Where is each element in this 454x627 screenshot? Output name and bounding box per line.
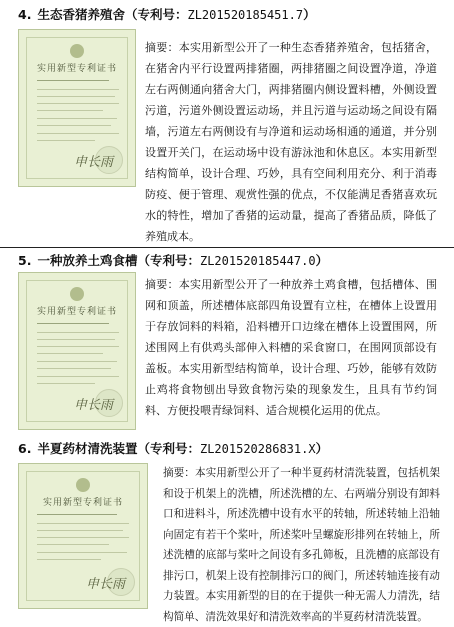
section-index: 6. (18, 441, 32, 456)
patent-number: ZL201520185451.7 (187, 8, 304, 22)
section-title: 半夏药材清洗装置 (37, 441, 138, 456)
certificate-title: 实用新型专利证书 (36, 307, 117, 317)
signature: 申长雨 (85, 577, 125, 592)
patent-close: ） (315, 253, 329, 268)
section-4-heading (18, 6, 316, 24)
section-5-abstract: 摘要：本实用新型公开了一种放养土鸡食槽，包括槽体、围网和顶盖，所述槽体底部四角设置有立柱，在槽体上设置用于存放饲料的料箱，沿料槽开口边缘在槽体上设置围网，所述围网上有供鸡头部伸入料槽的采食窗口，在围网顶部设有盖板。本实用新型结构简单，设计合理、巧妙，能够有效防止鸡将食物刨出导致食物污染的现象发生，且具有节约饲料、方便投喂青绿饲料、适合规模化运用的优点。 (145, 278, 438, 417)
patent-label: （专利号： (124, 7, 188, 22)
emblem-icon (70, 44, 84, 58)
patent-label: （专利号： (137, 253, 200, 268)
signature: 申长雨 (73, 155, 113, 170)
section-4-certificate-image (18, 29, 136, 187)
patent-close: ） (315, 441, 329, 456)
patent-close: ） (303, 7, 316, 22)
section-title: 一种放养土鸡食槽 (37, 253, 138, 268)
section-6-abstract: 摘要：本实用新型公开了一种半夏药材清洗装置，包括机架和设于机架上的洗槽，所述洗槽的左、右两端分别设有卸料口和进料斗，所述洗槽中设有水平的转轴，所述转轴上沿轴向固定有若干个桨叶，所述桨叶呈螺旋形排列在转轴上，所述洗槽的底部与桨叶之间设有多孔筛板，且洗槽的底部设有排污口，机架上设有控制排污口的阀门，所述转轴连接有动力装置。本实用新型的目的在于提供一种无需人力清洗，结构简单、清洗效果好和清洗效率高的半夏药材清洗装置。 (163, 467, 440, 623)
patent-number: ZL201520286831.X (199, 442, 316, 456)
section-index: 5. (18, 253, 32, 268)
section-title: 生态香猪养殖舍 (37, 7, 125, 22)
certificate-title: 实用新型专利证书 (36, 64, 117, 74)
section-4-abstract: 摘要：本实用新型公开了一种生态香猪养殖舍，包括猪舍，在猪舍内平行设置两排猪圈，两排猪圈之间设置净道，净道左右两侧通向猪舍大门，两排猪圈内侧设置料槽，外侧设置污道，污道外侧设置运动场，并且污道与运动场之间设有隔墙，污道左右两侧设有与净道和运动场相通的通道，并分别设置开关门，在运动场中设有游泳池和休息区。本实用新型结构简单，设计合理、巧妙，具有空间利用充分、利于消毒防疫、便于管理、观赏性强的优点，不仅能满足香猪喜欢玩水的特性，增加了香猪的运动量，提高了香猪品质，降低了养殖成本。 (145, 41, 438, 243)
section-5-heading (18, 252, 328, 270)
patent-number: ZL201520185447.0 (199, 254, 316, 268)
emblem-icon (76, 478, 90, 492)
signature: 申长雨 (73, 398, 113, 413)
section-6-heading (18, 440, 328, 458)
patent-label: （专利号： (137, 441, 200, 456)
section-index: 4. (18, 7, 32, 22)
section-6-certificate-image (18, 463, 148, 609)
divider (0, 247, 454, 248)
emblem-icon (70, 287, 84, 301)
section-5-certificate-image (18, 272, 136, 430)
certificate-title: 实用新型专利证书 (42, 498, 123, 508)
